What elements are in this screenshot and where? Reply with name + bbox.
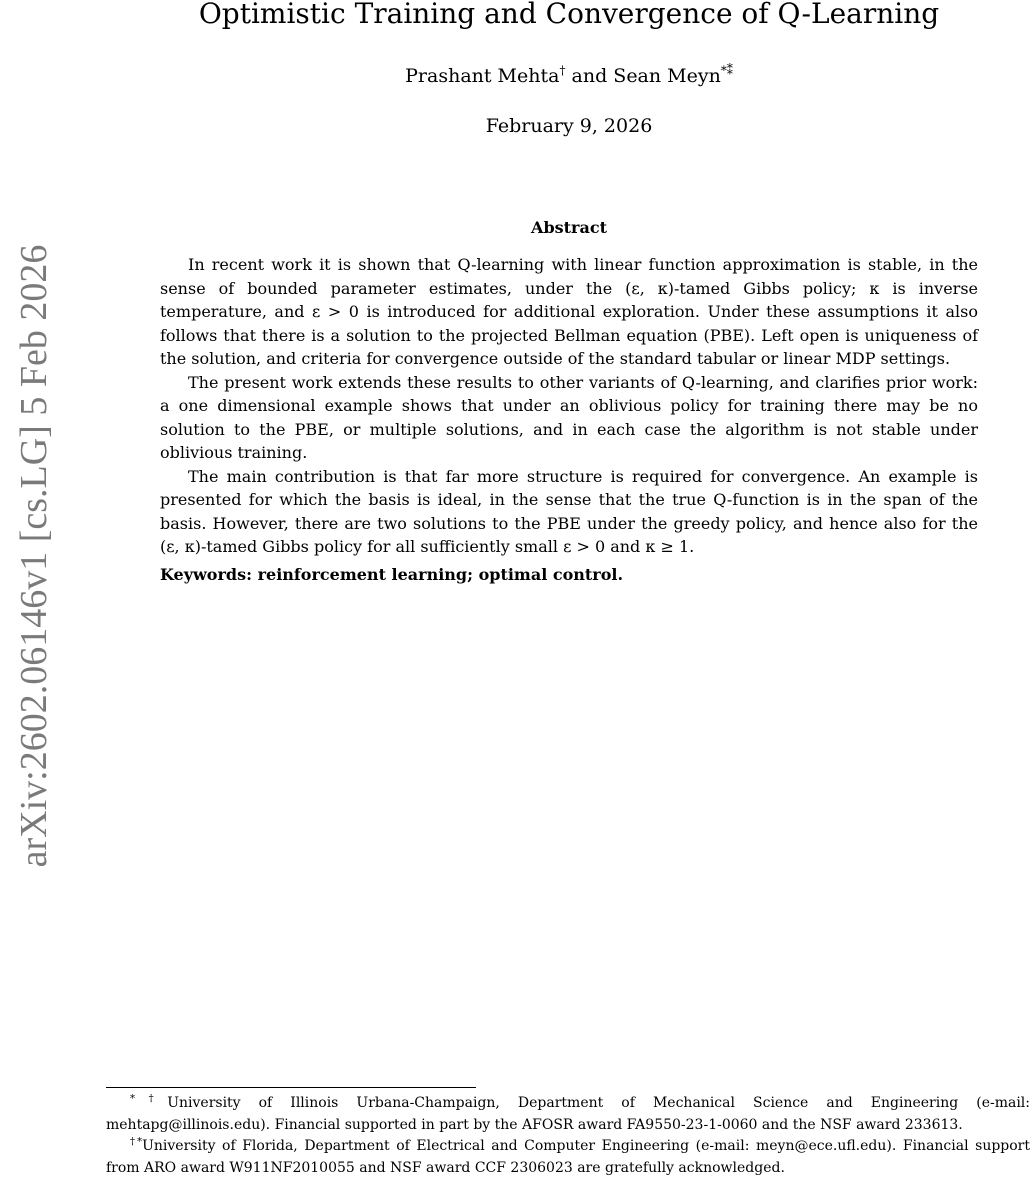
abstract-paragraph: The main contribution is that far more structure is required for convergence. An example is presented for which the basis is ideal, in the sense that the true Q-function is in the span of the basis. However, there are two solutions to the PBE under the greedy policy, and hence also for the (ε, κ)-tamed Gibbs policy for all sufficiently small ε > 0 and κ ≥ 1. [160,466,978,556]
footnotes [106,1093,1030,1179]
footnote-mark: †* [130,1136,143,1148]
footnote-divider [106,1087,476,1088]
author-line [0,62,1032,90]
footnote [106,1136,1030,1179]
author-conjunction: and [571,65,608,87]
footnote-mark: *† [130,1093,168,1105]
author-name: Prashant Mehta [405,65,560,87]
paper-title: Optimistic Training and Convergence of Q-Learning [198,0,940,30]
abstract-paragraph: In recent work it is shown that Q-learning with linear function approximation is stable, in the sense of bounded parameter estimates, under the (ε, κ)-tamed Gibbs policy; κ is inverse temperature, and ε > 0 is introduced for additional exploration. Under these assumptions it also follows that there is a solution to the projected Bellman equation (PBE). Left open is uniqueness of the solution, and criteria for convergence outside of the standard tabular or linear MDP settings. [160,255,978,368]
paper-date: February 9, 2026 [485,115,653,137]
affiliation-mark[interactable]: *⁑ [720,63,733,78]
keywords-label: Keywords: [160,564,253,584]
footnote-text: University of Florida, Department of Electrical and Computer Engineering (e-mail: meyn@ece.ufl.edu). Financial support from ARO award W911NF2010055 and NSF award CCF 2306023 are gratefully acknowledged. [106,1138,1031,1176]
footnote-text: University of Illinois Urbana-Champaign, Department of Mechanical Science and Engineering (e-mail: mehtapg@illinois.edu). Financial supported in part by the AFOSR award FA9550-23-1-0060 and the NSF award 233613. [106,1095,1031,1133]
keywords-line [160,563,978,587]
keywords-text: reinforcement learning; optimal control. [257,564,624,584]
author-name: Sean Meyn [613,65,721,87]
abstract-paragraph: The present work extends these results to other variants of Q-learning, and clarifies prior work: a one dimensional example shows that under an oblivious policy for training there may be no solution to the PBE, or multiple solutions, and in each case the algorithm is not stable under oblivious training. [160,372,978,462]
footnote [106,1093,1030,1136]
affiliation-mark[interactable]: † [559,63,566,78]
abstract-body [160,253,978,586]
arxiv-identifier-stamp[interactable]: arXiv:2602.06146v1 [cs.LG] 5 Feb 2026 [13,244,55,868]
abstract-heading: Abstract [531,218,607,237]
